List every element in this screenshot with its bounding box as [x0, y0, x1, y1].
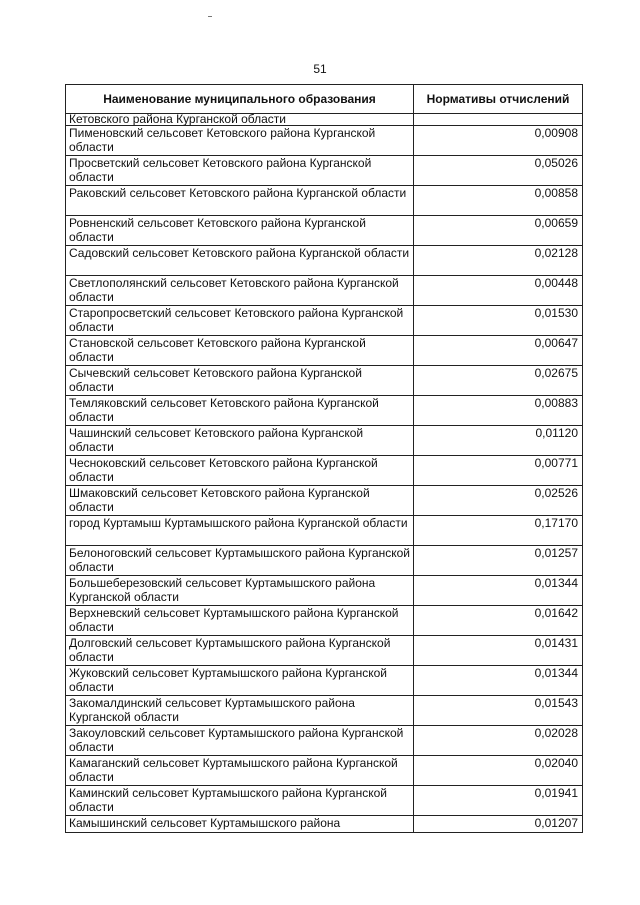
table-row [66, 336, 583, 366]
municipality-name: Долговский сельсовет Куртамышского района Курганской области [66, 636, 414, 666]
table-row [66, 516, 583, 546]
table-row [66, 636, 583, 666]
municipality-name: Старопросветский сельсовет Кетовского района Курганской области [66, 306, 414, 336]
deduction-rate-value: 0,01530 [414, 306, 583, 336]
municipality-name: Закомалдинский сельсовет Куртамышского района Курганской области [66, 696, 414, 726]
table-header-row [66, 85, 583, 114]
municipality-name: Каминский сельсовет Куртамышского района Курганской области [66, 786, 414, 816]
table-row [66, 606, 583, 636]
municipality-name: город Куртамыш Куртамышского района Курганской области [66, 516, 414, 546]
table-row [66, 456, 583, 486]
deduction-rate-value: 0,01257 [414, 546, 583, 576]
table-row [66, 366, 583, 396]
table-row [66, 486, 583, 516]
municipality-name: Сычевский сельсовет Кетовского района Курганской области [66, 366, 414, 396]
deduction-rate-value: 0,17170 [414, 516, 583, 546]
municipality-name: Камаганский сельсовет Куртамышского района Курганской области [66, 756, 414, 786]
municipality-name: Чашинский сельсовет Кетовского района Курганской области [66, 426, 414, 456]
table-body [66, 114, 583, 833]
region-label: Кетовского района Курганской области [66, 114, 414, 126]
municipality-name: Светлополянский сельсовет Кетовского района Курганской области [66, 276, 414, 306]
deduction-rate-value: 0,02040 [414, 756, 583, 786]
table-row [66, 246, 583, 276]
table-row [66, 186, 583, 216]
deduction-rate-value: 0,00659 [414, 216, 583, 246]
deduction-rate-value: 0,01344 [414, 666, 583, 696]
deduction-rate-value: 0,01120 [414, 426, 583, 456]
deduction-rate-value: 0,02526 [414, 486, 583, 516]
municipality-name: Белоноговский сельсовет Куртамышского района Курганской области [66, 546, 414, 576]
table-row [66, 816, 583, 833]
region-value-empty [414, 114, 583, 126]
municipality-name: Закоуловский сельсовет Куртамышского района Курганской области [66, 726, 414, 756]
municipality-name: Чесноковский сельсовет Кетовского района Курганской области [66, 456, 414, 486]
table-row [66, 756, 583, 786]
table-row [66, 216, 583, 246]
municipality-name: Просветский сельсовет Кетовского района Курганской области [66, 156, 414, 186]
deduction-rate-value: 0,00908 [414, 126, 583, 156]
page-number: 51 [313, 62, 327, 76]
municipality-name: Камышинский сельсовет Куртамышского района [66, 816, 414, 833]
header-municipality-name: Наименование муниципального образования [66, 85, 414, 114]
header-deduction-rate: Нормативы отчислений [414, 85, 583, 114]
table-row [66, 156, 583, 186]
municipality-name: Верхневский сельсовет Куртамышского района Курганской области [66, 606, 414, 636]
municipality-name: Большеберезовский сельсовет Куртамышского района Курганской области [66, 576, 414, 606]
deduction-rate-value: 0,01543 [414, 696, 583, 726]
table-row [66, 576, 583, 606]
deduction-rate-value: 0,01207 [414, 816, 583, 833]
deduction-rate-value: 0,02128 [414, 246, 583, 276]
municipality-name: Темляковский сельсовет Кетовского района Курганской области [66, 396, 414, 426]
deduction-rate-value: 0,01642 [414, 606, 583, 636]
municipality-name: Жуковский сельсовет Куртамышского района Курганской области [66, 666, 414, 696]
table-row [66, 126, 583, 156]
deduction-rate-value: 0,01344 [414, 576, 583, 606]
municipality-name: Ровненский сельсовет Кетовского района Курганской области [66, 216, 414, 246]
deduction-rate-value: 0,00771 [414, 456, 583, 486]
municipality-name: Шмаковский сельсовет Кетовского района Курганской области [66, 486, 414, 516]
deduction-rate-value: 0,01431 [414, 636, 583, 666]
municipality-name: Раковский сельсовет Кетовского района Курганской области [66, 186, 414, 216]
deduction-rate-value: 0,02675 [414, 366, 583, 396]
table-row [66, 306, 583, 336]
table-row [66, 726, 583, 756]
municipality-name: Садовский сельсовет Кетовского района Курганской области [66, 246, 414, 276]
municipality-name: Пименовский сельсовет Кетовского района Курганской области [66, 126, 414, 156]
deduction-rate-value: 0,00883 [414, 396, 583, 426]
deduction-rate-value: 0,01941 [414, 786, 583, 816]
deduction-rate-value: 0,00858 [414, 186, 583, 216]
table-row [66, 396, 583, 426]
region-row [66, 114, 583, 126]
deduction-rates-table [65, 84, 583, 833]
deduction-rate-value: 0,05026 [414, 156, 583, 186]
table-row [66, 276, 583, 306]
table-row [66, 426, 583, 456]
municipality-name: Становской сельсовет Кетовского района Курганской области [66, 336, 414, 366]
scan-mark [208, 16, 212, 17]
deduction-rate-value: 0,02028 [414, 726, 583, 756]
table-row [66, 786, 583, 816]
deduction-rate-value: 0,00647 [414, 336, 583, 366]
table-row [66, 546, 583, 576]
deduction-rate-value: 0,00448 [414, 276, 583, 306]
table-row [66, 696, 583, 726]
table-row [66, 666, 583, 696]
